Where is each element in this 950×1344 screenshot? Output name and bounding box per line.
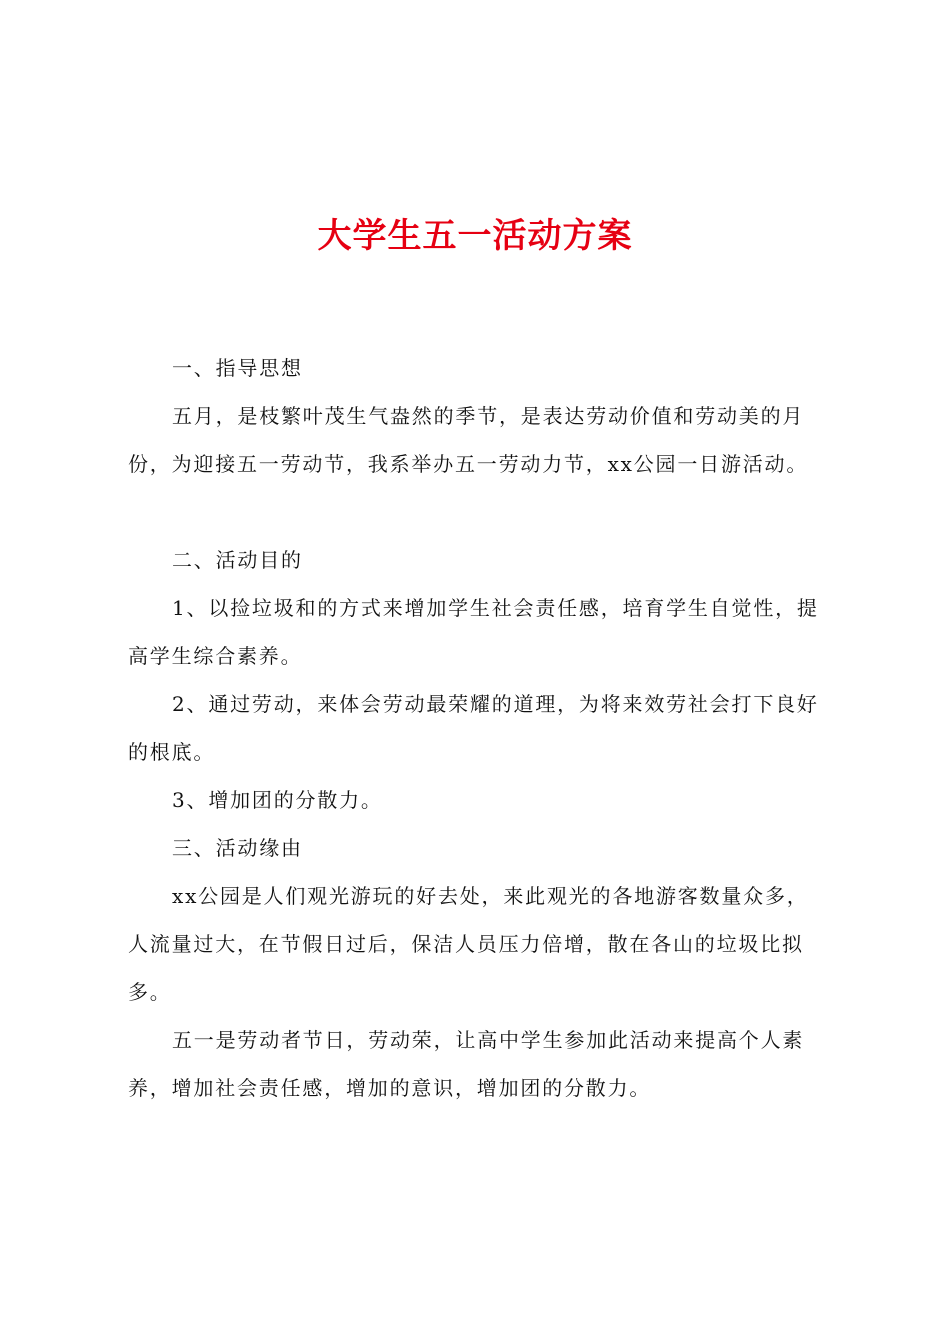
purpose-item-1: 1、以捡垃圾和的方式来增加学生社会责任感，培育学生自觉性，提高学生综合素养。: [128, 596, 819, 668]
purpose-item-2: 2、通过劳动，来体会劳动最荣耀的道理，为将来效劳社会打下良好的根底。: [128, 692, 819, 764]
section-heading-guiding-ideology: 一、指导思想: [172, 356, 303, 380]
section-heading-activity-reason: 三、活动缘由: [172, 836, 303, 860]
paragraph-spacer: [128, 488, 828, 536]
paragraph-guiding-ideology: 五月，是枝繁叶茂生气盎然的季节，是表达劳动价值和劳动美的月份，为迎接五一劳动节，我系举办五一劳动力节，xx公园一日游活动。: [128, 404, 809, 476]
purpose-item-3: 3、增加团的分散力。: [172, 788, 383, 812]
document-body: [128, 344, 828, 1112]
document-title: 大学生五一活动方案: [317, 216, 633, 256]
section-heading-activity-purpose: 二、活动目的: [172, 548, 303, 572]
paragraph-reason-2: 五一是劳动者节日，劳动荣，让高中学生参加此活动来提高个人素养，增加社会责任感，增加的意识，增加团的分散力。: [128, 1028, 805, 1100]
paragraph-reason-1: xx公园是人们观光游玩的好去处，来此观光的各地游客数量众多，人流量过大，在节假日过后，保洁人员压力倍增，散在各山的垃圾比拟多。: [128, 884, 809, 1004]
